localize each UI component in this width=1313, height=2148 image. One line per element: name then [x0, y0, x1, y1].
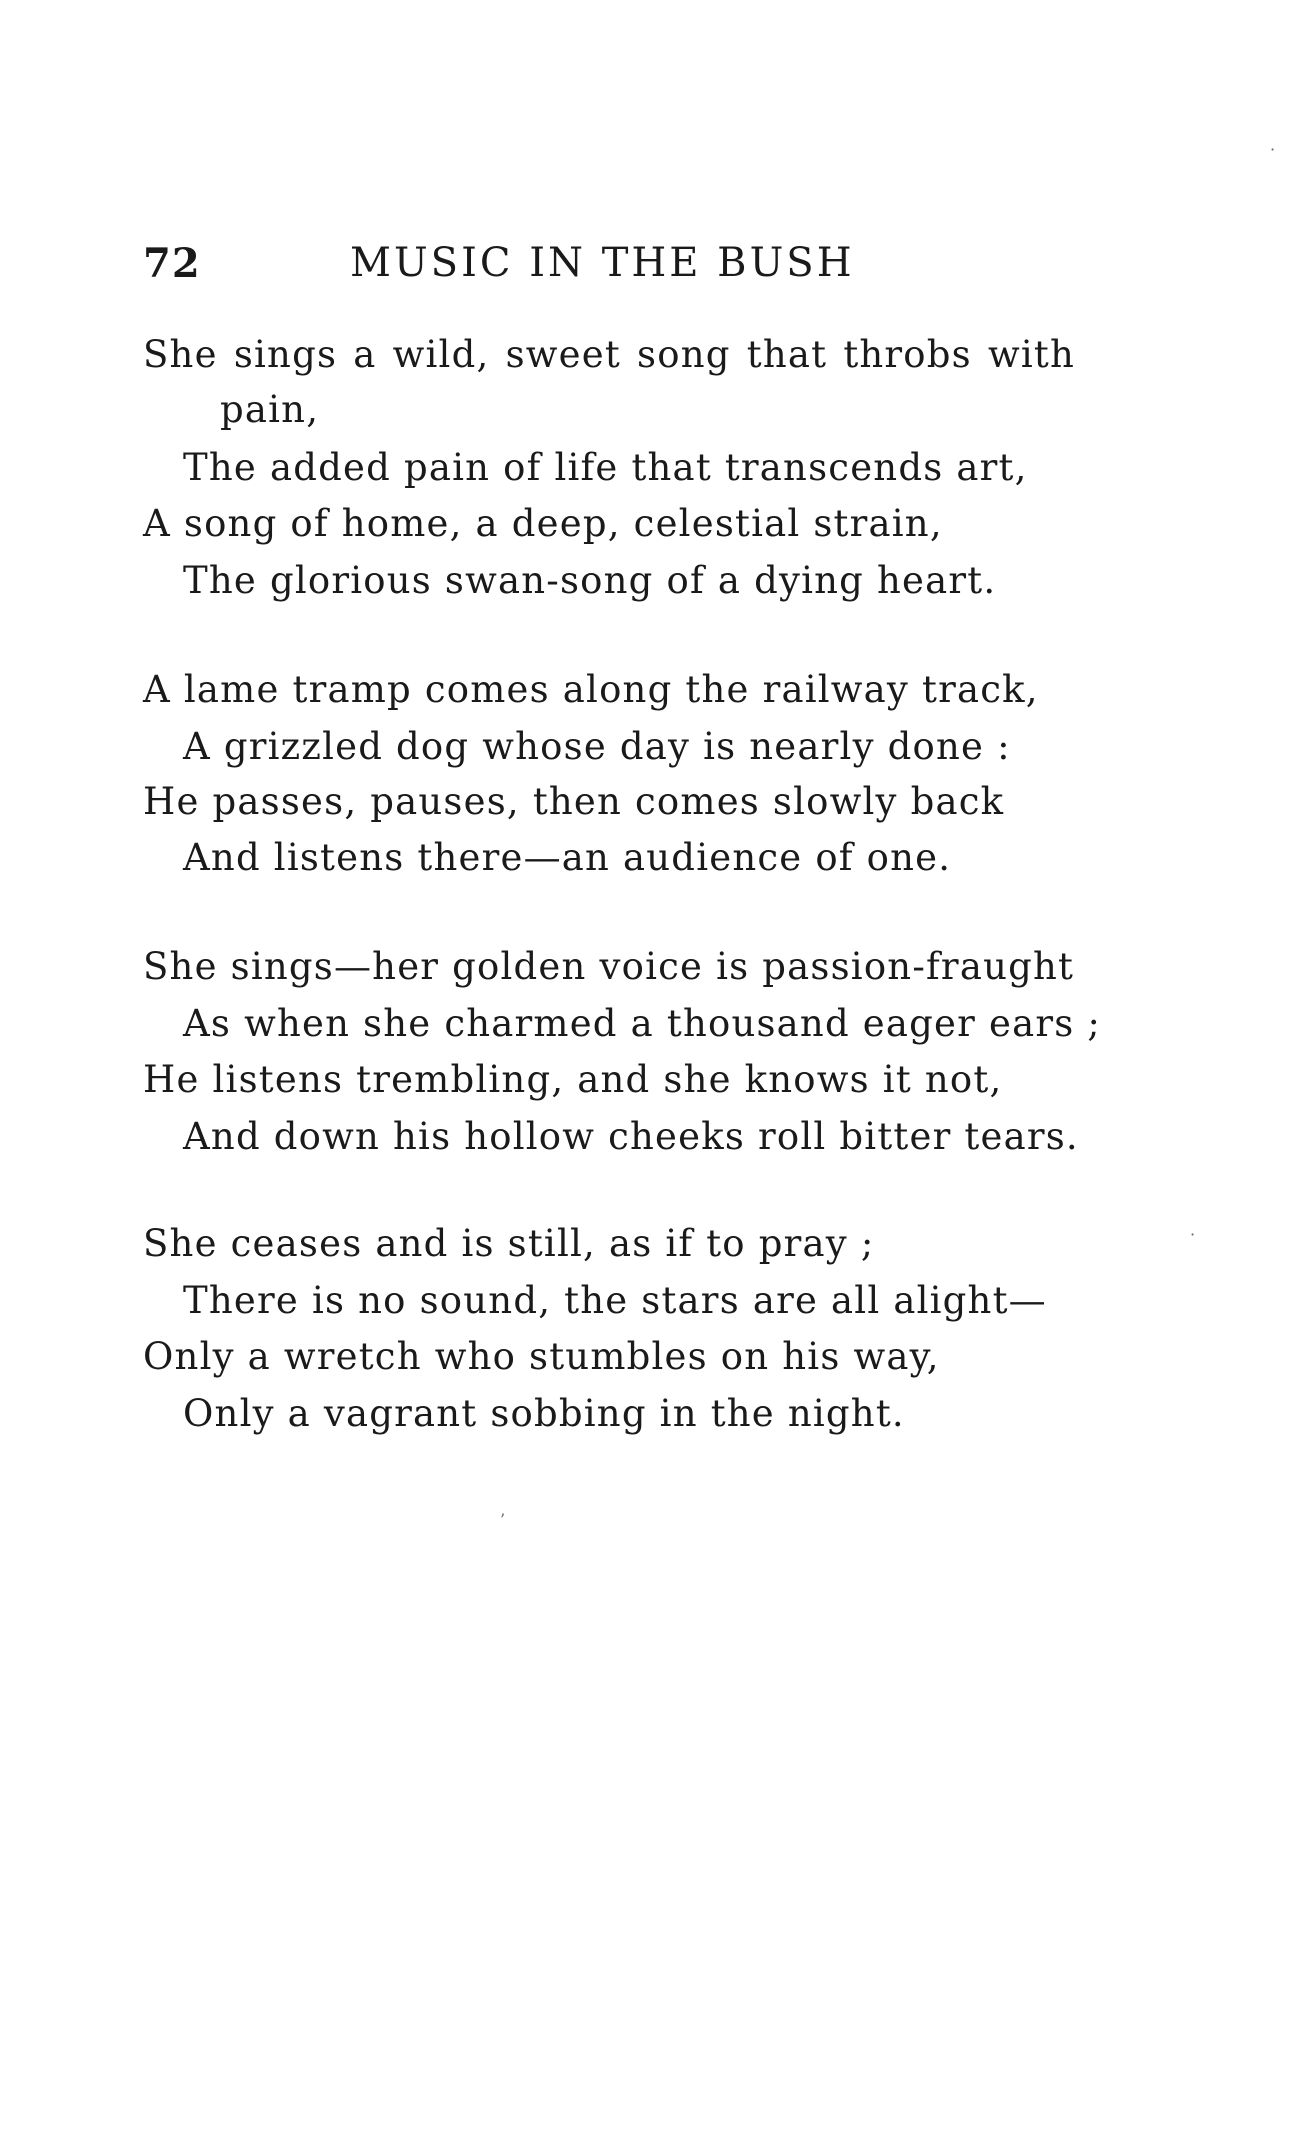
poem-word: throbs: [843, 333, 972, 376]
running-title: MUSIC IN THE BUSH: [350, 240, 855, 286]
poem-word: with: [987, 333, 1075, 376]
poem-line: He listens trembling, and she knows it not,: [143, 1058, 1003, 1101]
poem-line: She sings—her golden voice is passion-fraught: [143, 945, 1075, 988]
poem-line: She ceases and is still, as if to pray ;: [143, 1222, 875, 1265]
poem-line: The glorious swan-song of a dying heart.: [183, 559, 997, 602]
poem-line: A song of home, a deep, celestial strain,: [143, 502, 943, 545]
poem-word: sweet: [505, 333, 621, 376]
poem-line: A lame tramp comes along the railway track,: [143, 668, 1039, 711]
poem-word: that: [746, 333, 828, 376]
poem-word: She: [143, 333, 218, 376]
poem-word: song: [637, 333, 731, 376]
poem-word: sings: [233, 333, 338, 376]
poem-line: The added pain of life that transcends art,: [183, 446, 1028, 489]
poem-line: And listens there—an audience of one.: [183, 836, 952, 879]
poem-line: Only a wretch who stumbles on his way,: [143, 1335, 940, 1378]
page-number: 72: [143, 240, 201, 287]
poem-line: [143, 333, 1075, 376]
ink-speck: ·: [1190, 1225, 1196, 1244]
poem-line: He passes, pauses, then comes slowly back: [143, 780, 1005, 823]
poem-line: pain,: [220, 388, 320, 431]
poem-word: a: [353, 333, 377, 376]
poem-line: Only a vagrant sobbing in the night.: [183, 1392, 905, 1435]
poem-line: As when she charmed a thousand eager ears ;: [183, 1002, 1102, 1045]
poem-line: A grizzled dog whose day is nearly done :: [183, 725, 1011, 768]
ink-speck: ·: [1270, 140, 1276, 159]
poem-line: There is no sound, the stars are all alight—: [183, 1279, 1047, 1322]
poem-line: And down his hollow cheeks roll bitter tears.: [183, 1115, 1079, 1158]
poem-word: wild,: [392, 333, 490, 376]
ink-speck: ’: [500, 1510, 506, 1529]
